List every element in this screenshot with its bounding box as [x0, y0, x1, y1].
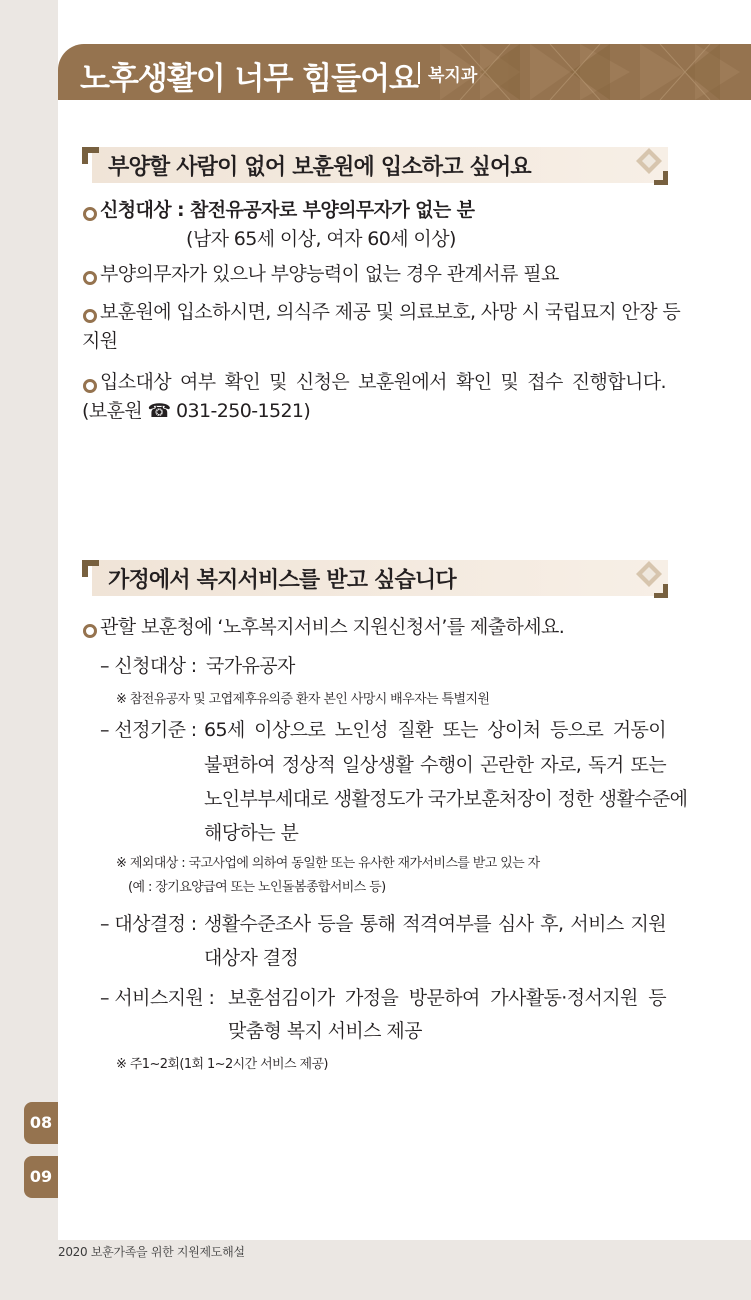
page-tab-08[interactable]: 08 [24, 1102, 58, 1144]
s1-item1-line1: 신청대상 : 참전유공자로 부양의무자가 없는 분 [100, 199, 475, 221]
section1-title: 부양할 사람이 없어 보훈원에 입소하고 싶어요 [108, 155, 531, 180]
s2-service-note: ※ 주1~2회(1회 1~2시간 서비스 제공) [116, 1057, 328, 1072]
s2-criteria-line4: 해당하는 분 [204, 822, 299, 844]
s2-target-value: 국가유공자 [206, 655, 295, 677]
s2-decision-label: – 대상결정 : [100, 913, 197, 935]
s2-target-label: – 신청대상 : [100, 655, 197, 677]
bullet-icon [83, 271, 97, 285]
department-label: 복지과 [428, 66, 478, 86]
s1-item2: 부양의무자가 있으나 부양능력이 없는 경우 관계서류 필요 [100, 263, 559, 285]
s2-exclusion-line2: (예 : 장기요양급여 또는 노인돌봄종합서비스 등) [128, 880, 386, 895]
s2-criteria-line1: 65세 이상으로 노인성 질환 또는 상이처 등으로 거동이 [204, 719, 666, 741]
s2-intro: 관할 보훈청에 ‘노후복지서비스 지원신청서’를 제출하세요. [100, 616, 565, 638]
footer-text: 2020 보훈가족을 위한 지원제도해설 [58, 1245, 245, 1259]
s1-item4-line2: (보훈원 ☎ 031-250-1521) [82, 400, 311, 422]
title-separator [418, 62, 420, 84]
bullet-icon [83, 379, 97, 393]
s2-service-line2: 맞춤형 복지 서비스 제공 [228, 1020, 422, 1042]
s2-criteria-label: – 선정기준 : [100, 719, 197, 741]
s2-criteria-line2: 불편하여 정상적 일상생활 수행이 곤란한 자로, 독거 또는 [204, 754, 666, 776]
s2-decision-line2: 대상자 결정 [204, 947, 299, 969]
section1-corner-top-left [82, 147, 99, 164]
bullet-icon [83, 309, 97, 323]
s1-item3-line2: 지원 [82, 330, 118, 352]
s2-service-line1: 보훈섬김이가 가정을 방문하여 가사활동·정서지원 등 [228, 987, 666, 1009]
s2-service-label: – 서비스지원 : [100, 987, 215, 1009]
bullet-icon [83, 624, 97, 638]
page-tab-09[interactable]: 09 [24, 1156, 58, 1198]
section2-diamond-decoration [636, 561, 662, 587]
bullet-icon [83, 207, 97, 221]
s1-item1-line2: (남자 65세 이상, 여자 60세 이상) [186, 228, 456, 250]
section2-title: 가정에서 복지서비스를 받고 싶습니다 [108, 568, 456, 593]
s2-exclusion-line1: ※ 제외대상 : 국고사업에 의하여 동일한 또는 유사한 재가서비스를 받고 있는 자 [116, 856, 540, 871]
s2-criteria-line3: 노인부부세대로 생활정도가 국가보훈처장이 정한 생활수준에 [204, 788, 688, 810]
s1-item3-line1: 보훈원에 입소하시면, 의식주 제공 및 의료보호, 사망 시 국립묘지 안장 등 [100, 301, 681, 323]
section1-diamond-decoration [636, 148, 662, 174]
page-title: 노후생활이 너무 힘들어요 [80, 61, 418, 97]
s1-item4-line1: 입소대상 여부 확인 및 신청은 보훈원에서 확인 및 접수 진행합니다. [100, 371, 666, 393]
header-pattern-decoration [440, 44, 751, 100]
s2-decision-line1: 생활수준조사 등을 통해 적격여부를 심사 후, 서비스 지원 [204, 913, 666, 935]
s2-target-note: ※ 참전유공자 및 고엽제후유의증 환자 본인 사망시 배우자는 특별지원 [116, 692, 490, 707]
section2-corner-top-left [82, 560, 99, 577]
